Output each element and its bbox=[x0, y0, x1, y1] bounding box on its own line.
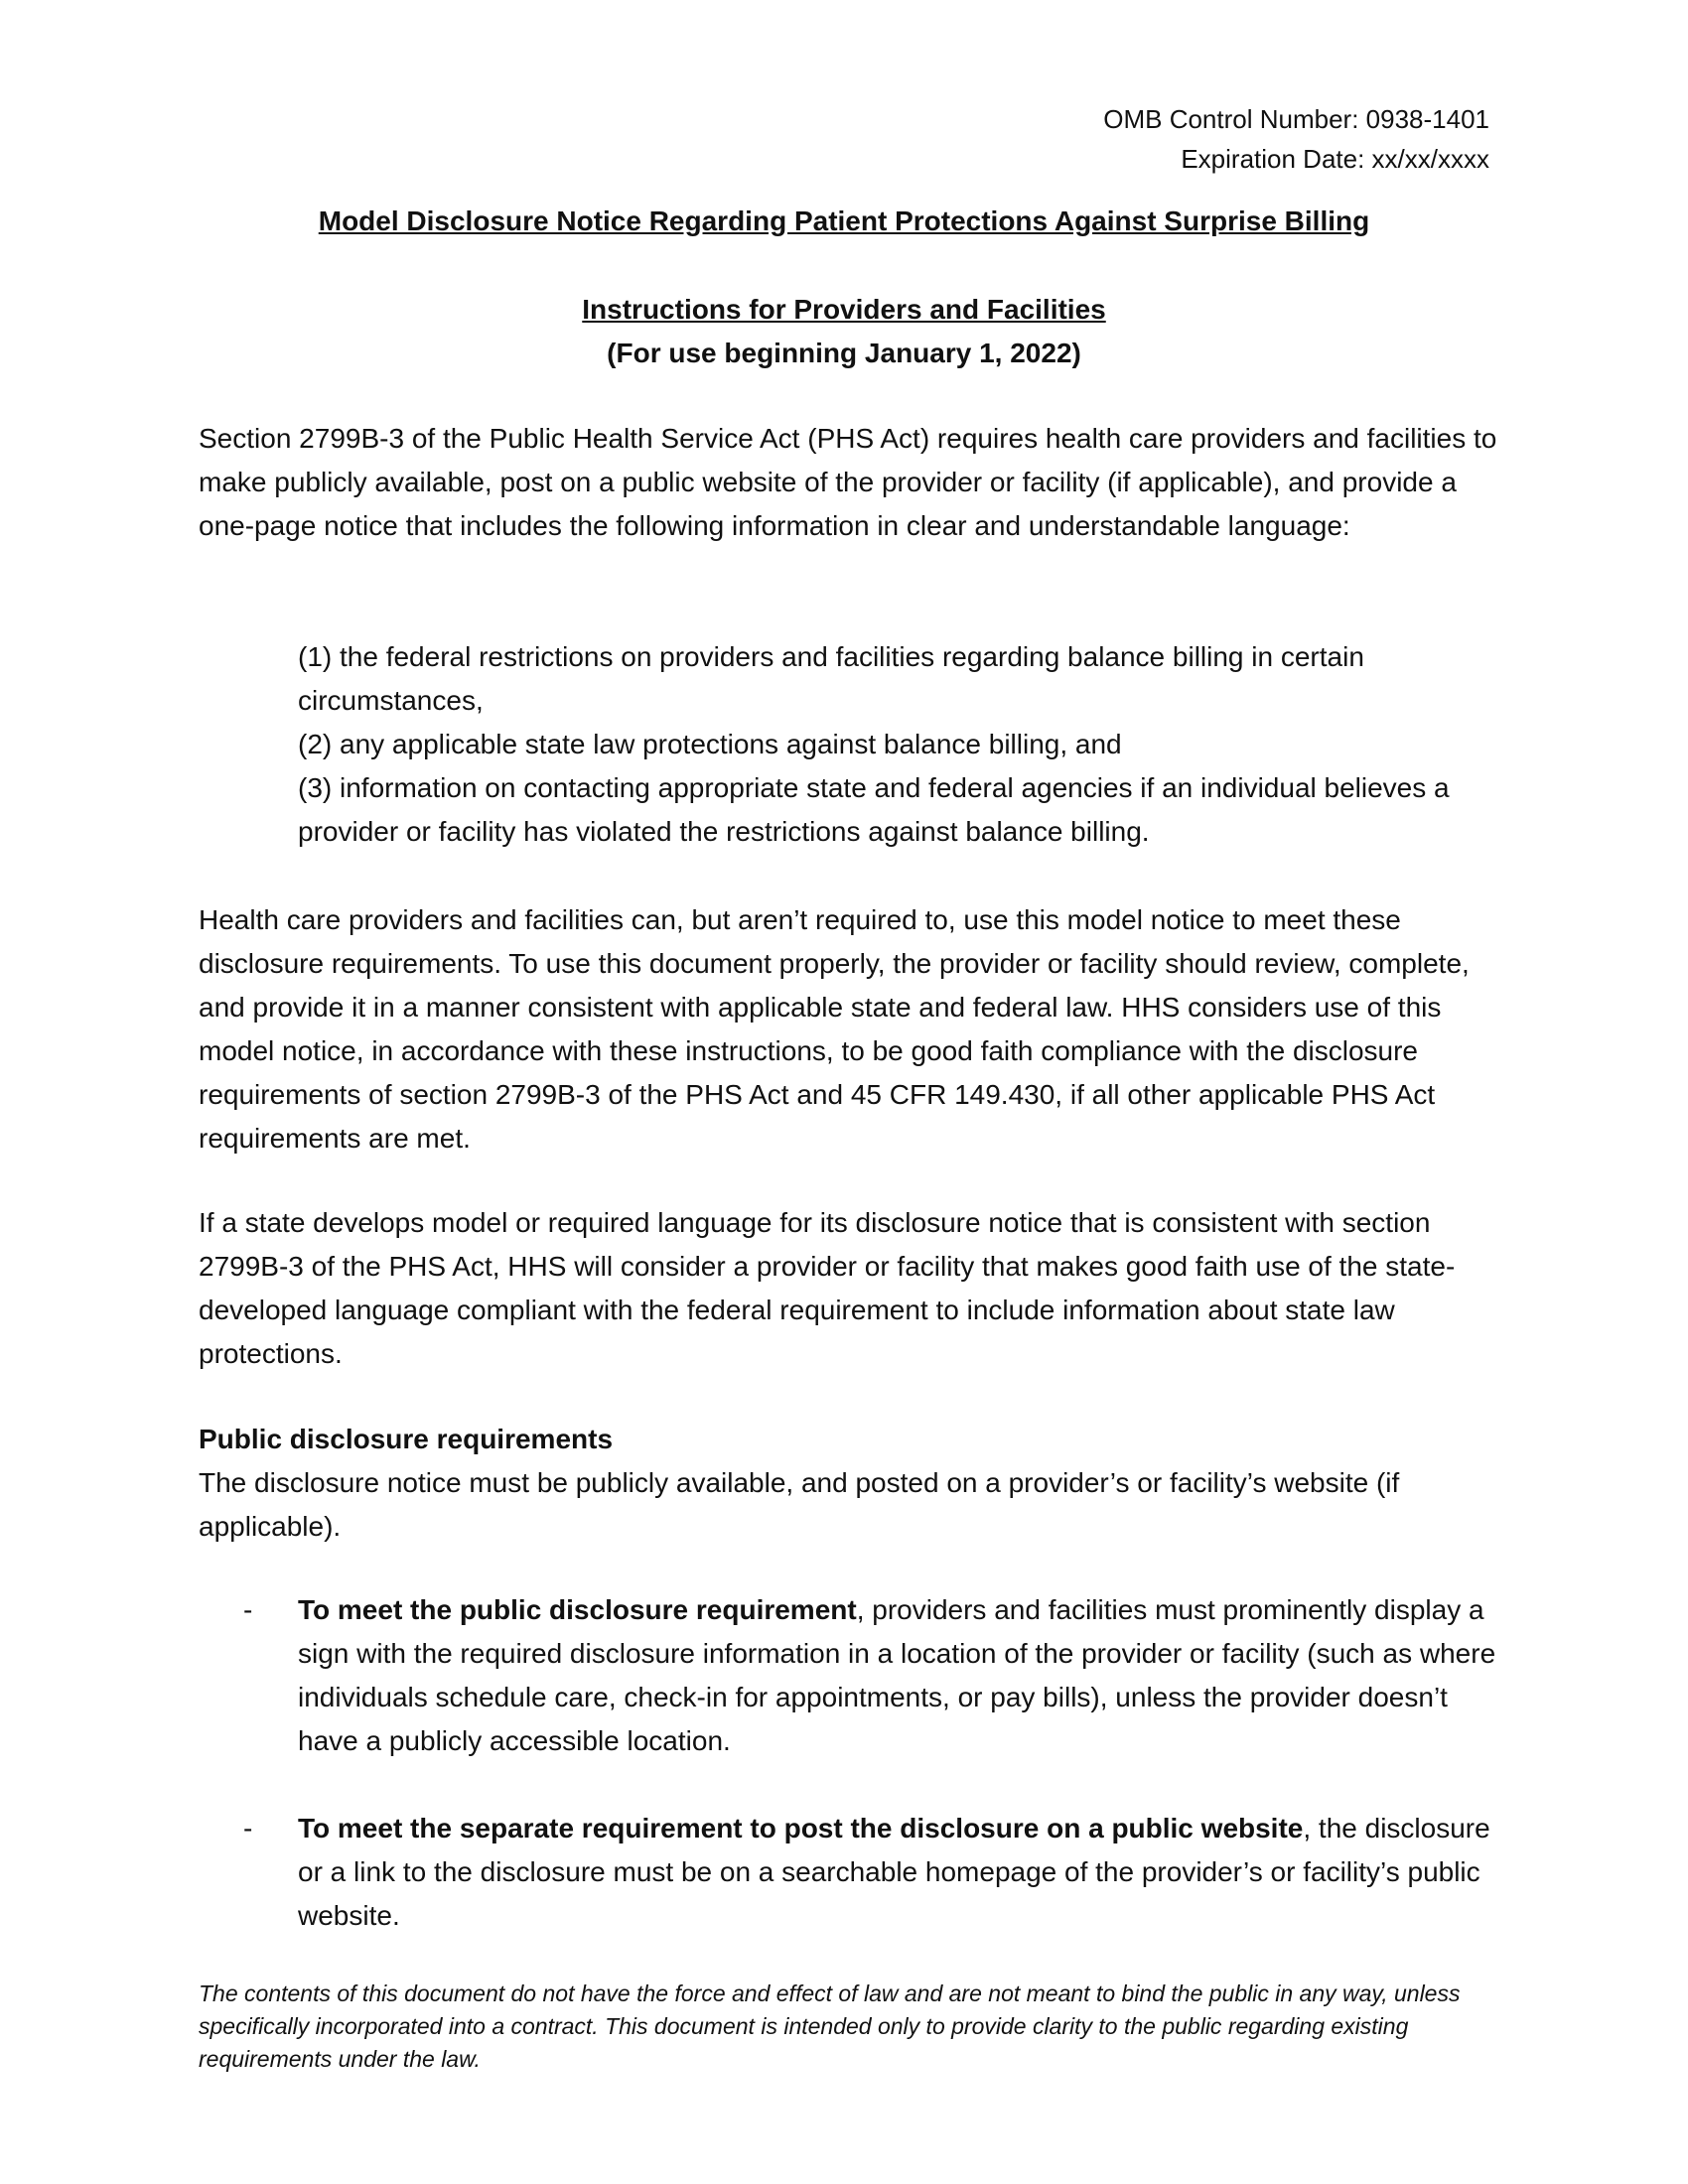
state-language-paragraph: If a state develops model or required language for its disclosure notice that is consistent with section 2799B-3 of the PHS Act, HHS will consider a provider or facility that makes good faith use of the state-developed language compliant with the federal requirement to include information about state law protections. bbox=[199, 1207, 1456, 1369]
intro-paragraph: Section 2799B-3 of the Public Health Service Act (PHS Act) requires health care providers and facilities to make publicly available, post on a public website of the provider or facility (if applicable), and provide a one-page notice that includes the following information in clear and understandable language: bbox=[199, 423, 1497, 541]
model-notice-paragraph: Health care providers and facilities can, but aren’t required to, use this model notice to meet these disclosure requirements. To use this document properly, the provider or facility should review, complete, and provide it in a manner consistent with applicable state and federal law. HHS considers use of this model notice, in accordance with these instructions, to be good faith compliance with the disclosure requirements of section 2799B-3 of the PHS Act and 45 CFR 149.430, if all other applicable PHS Act requirements are met. bbox=[199, 904, 1470, 1154]
bullet-dash: - bbox=[243, 1813, 253, 1843]
bullet-bold-lead: To meet the separate requirement to post the disclosure on a public website bbox=[298, 1813, 1304, 1843]
bullet-item bbox=[243, 1807, 1504, 1938]
list-item: (3) information on contacting appropriate state and federal agencies if an individual believes a provider or facility has violated the restrictions against balance billing. bbox=[298, 772, 1450, 847]
bullet-list bbox=[243, 1588, 1504, 1981]
omb-control-number: OMB Control Number: 0938-1401 bbox=[1103, 104, 1489, 134]
expiration-date: Expiration Date: xx/xx/xxxx bbox=[1181, 144, 1489, 174]
requirements-list bbox=[298, 635, 1509, 854]
usage-date-note: (For use beginning January 1, 2022) bbox=[607, 338, 1081, 368]
bullet-text: , the disclosure or a link to the disclosure must be on a searchable homepage of the provider’s or facility’s public website. bbox=[298, 1813, 1490, 1931]
bullet-item bbox=[243, 1588, 1504, 1763]
bullet-bold-lead: To meet the public disclosure requirement bbox=[298, 1594, 857, 1625]
instructions-title: Instructions for Providers and Facilities bbox=[582, 294, 1106, 325]
bullet-dash: - bbox=[243, 1594, 253, 1625]
subtitle-block bbox=[0, 288, 1688, 375]
bullet-text: , providers and facilities must prominently display a sign with the required disclosure information in a location of the provider or facility (such as where individuals schedule care, check-in for appointments, or pay bills), unless the provider doesn’t have a publicly accessible location. bbox=[298, 1594, 1496, 1756]
document-title: Model Disclosure Notice Regarding Patient Protections Against Surprise Billing bbox=[318, 205, 1370, 236]
footer-disclaimer: The contents of this document do not have the force and effect of law and are not meant to bind the public in any way, unless specifically incorporated into a contract. This document is intended only to provide clarity to the public regarding existing requirements under the law. bbox=[199, 1980, 1461, 2072]
list-item: (1) the federal restrictions on providers and facilities regarding balance billing in certain circumstances, bbox=[298, 641, 1364, 716]
section-heading: Public disclosure requirements bbox=[199, 1424, 614, 1454]
omb-block bbox=[1103, 99, 1489, 179]
list-item: (2) any applicable state law protections against balance billing, and bbox=[298, 729, 1122, 759]
public-disclosure-paragraph: The disclosure notice must be publicly available, and posted on a provider’s or facility’s website (if applicable). bbox=[199, 1467, 1400, 1542]
